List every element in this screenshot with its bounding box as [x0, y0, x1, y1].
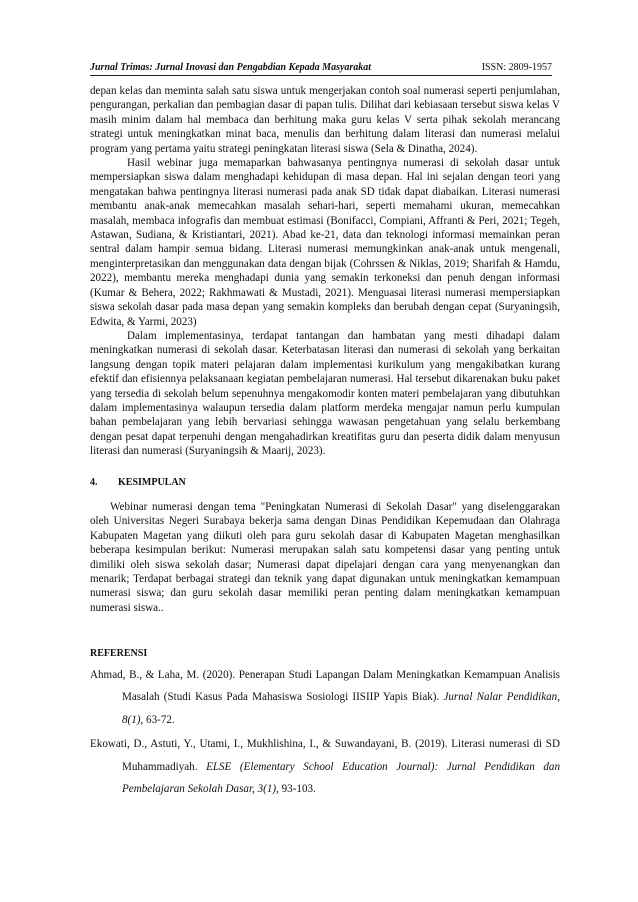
reference-item — [90, 733, 560, 801]
reference-item — [90, 664, 560, 732]
reference-journal: Jurnal Nalar Pendidikan, 8(1) — [122, 691, 560, 726]
journal-title: Jurnal Trimas: Jurnal Inovasi dan Pengabdian Kepada Masyarakat — [90, 62, 372, 73]
paragraph-kesimpulan: Webinar numerasi dengan tema "Peningkatan Numerasi di Sekolah Dasar" yang diselenggarakan oleh Universitas Negeri Surabaya bekerja sama dengan Dinas Pendidikan Kepemudaan dan Olahraga Kabupaten Magetan yang diikuti oleh para guru sekolah dasar di Kabupaten Magetan menghasilkan beberapa kesimpulan berikut: Numerasi merupakan salah satu kompetensi dasar yang penting untuk dimiliki oleh siswa sekolah dasar; Numerasi dapat dipelajari dengan cara yang menyenangkan dan menarik; Terdapat berbagai strategi dan teknik yang dapat digunakan untuk meningkatkan kemampuan numerasi siswa; dan guru sekolah dasar memiliki peran penting dalam meningkatkan kemampuan numerasi siswa.. — [90, 500, 560, 614]
paragraph-continuation: depan kelas dan meminta salah satu siswa untuk mengerjakan contoh soal numerasi seperti penjumlahan, pengurangan, perkalian dan pembagian dasar di papan tulis. Dilihat dari kebiasaan tersebut siswa kelas V masih minim dalam hal membaca dan berhitung maka guru kelas V serta pihak sekolah merancang strategi untuk meningkatkan minat baca, menulis dan berhitung dalam literasi dan numerasi melalui program yang pertama yaitu strategi peningkatan literasi siswa (Sela & Dinatha, 2024). — [90, 85, 560, 155]
section-title: KESIMPULAN — [118, 476, 186, 488]
body-text — [90, 84, 560, 803]
paragraph-implementation: Dalam implementasinya, terdapat tantangan dan hambatan yang mesti dihadapi dalam meningkatkan numerasi di sekolah dasar. Keterbatasan literasi dan numerasi di sekolah yang berkaitan langsung dengan topik materi pelajaran dalam implementasi kurikulum yang mengakibatkan kurang efektif dan efisiennya pelaksanaan kegiatan pembelajaran numerasi. Hal tersebut dikarenakan buku paket yang tersedia di sekolah belum sepenuhnya mengakomodir konten materi pembelajaran yang dibutuhkan dalam implementasinya walaupun tersedia dalam platform merdeka mengajar namun perlu kumpulan bahan pembelajaran yang lebih bervariasi sehingga wawasan pengetahuan yang selalu berkembang dengan pesat dapat terpenuhi dengan mengahadirkan kreatifitas guru dan peserta didik dalam menyusun literasi dan numerasi (Suryaningsih & Maarij, 2023). — [90, 329, 560, 458]
reference-text: Ahmad, B., & Laha, M. (2020). Penerapan Studi Lapangan Dalam Meningkatkan Kemampuan Analisis Masalah (Studi Kasus Pada Mahasiswa Sosiologi IISIIP Yapis Biak). — [90, 668, 560, 704]
reference-pages: , 63-72. — [140, 713, 175, 726]
reference-pages: , 93-103. — [276, 783, 316, 796]
reference-text: Ekowati, D., Astuti, Y., Utami, I., Mukhlishina, I., & Suwandayani, B. (2019). Literasi numerasi di SD Muhammadiyah. — [90, 738, 560, 773]
issn-label: ISSN: 2809-1957 — [481, 62, 552, 73]
references-heading: REFERENSI — [90, 648, 148, 660]
reference-journal: ELSE (Elementary School Education Journal): Jurnal Pendidikan dan Pembelajaran Sekolah Dasar, 3(1) — [122, 760, 560, 796]
paragraph-webinar-results: Hasil webinar juga memaparkan bahwasanya pentingnya numerasi di sekolah dasar untuk mempersiapkan siswa dalam menghadapi kehidupan di masa depan. Hal ini sejalan dengan teori yang mengatakan bahwa pentingnya literasi numerasi pada anak SD tidak dapat diabaikan. Literasi numerasi membantu anak-anak memecahkan masalah sehari-hari, seperti memahami ukuran, memecahkan masalah, membaca infografis dan membuat estimasi (Bonifacci, Compiani, Affranti & Peri, 2021; Tegeh, Astawan, Sudiana, & Kristiantari, 2021). Abad ke-21, data dan teknologi informasi memainkan peran sentral dalam hampir semua bidang. Literasi numerasi memungkinkan anak-anak untuk mengenali, menginterpretasikan dan menggunakan data dengan bijak (Cohrssen & Niklas, 2019; Sharifah & Hamdu, 2022), membantu mereka menghadapi dunia yang semakin terkoneksi dan penuh dengan informasi (Kumar & Behera, 2022; Rakhmawati & Mustadi, 2021). Menguasai literasi numerasi mempersiapkan siswa sekolah dasar pada masa depan yang semakin kompleks dan berubah dengan cepat (Suryaningsih, Edwita, & Yarmi, 2023) — [90, 157, 560, 328]
running-header — [90, 62, 552, 76]
section-heading-kesimpulan — [90, 476, 560, 490]
section-number: 4. — [90, 476, 98, 488]
